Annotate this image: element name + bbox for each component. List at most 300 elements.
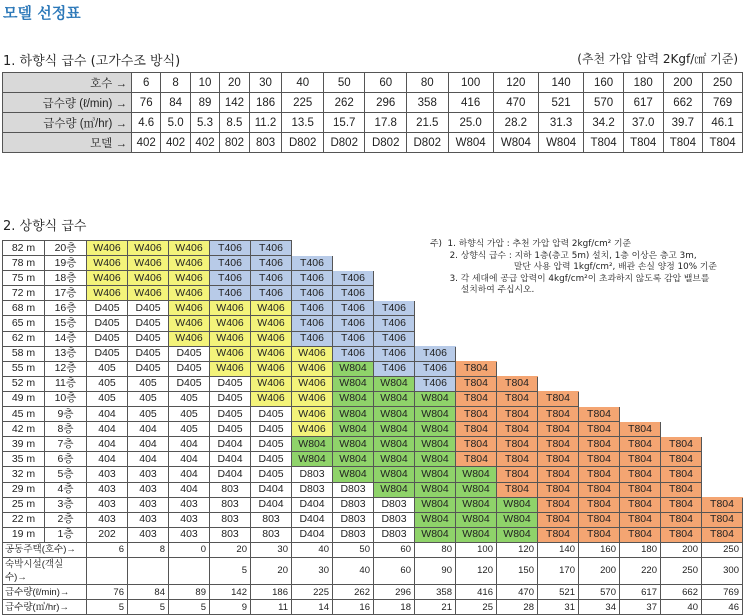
model-cell: T804 — [620, 482, 661, 497]
downfeed-cell: 80 — [407, 73, 449, 93]
model-cell: T804 — [661, 437, 702, 452]
upfeed-row — [3, 467, 743, 482]
model-cell: 404 — [87, 437, 128, 452]
model-cell: T804 — [579, 497, 620, 512]
note-line: 2. 상향식 급수 : 지하 1층(층고 5m) 설치, 1층 이상은 층고 3m, — [430, 250, 697, 261]
model-cell: T804 — [661, 452, 702, 467]
height-label: 32 m — [3, 467, 45, 482]
model-cell: D405 — [251, 452, 292, 467]
model-cell: T804 — [456, 376, 497, 391]
model-cell: W804 — [333, 452, 374, 467]
model-cell: T804 — [620, 497, 661, 512]
model-cell — [292, 241, 333, 256]
model-cell: W804 — [415, 467, 456, 482]
model-cell: T406 — [333, 316, 374, 331]
downfeed-cell: W804 — [448, 133, 493, 153]
section1-note: (추천 가압 압력 2Kgf/㎠ 기준) — [577, 52, 738, 66]
model-cell: W406 — [251, 391, 292, 406]
model-cell — [620, 376, 661, 391]
model-cell: T804 — [702, 512, 743, 527]
downfeed-cell: 13.5 — [282, 113, 324, 133]
downfeed-cell: 60 — [365, 73, 407, 93]
model-cell: 405 — [169, 422, 210, 437]
downfeed-cell: D802 — [323, 133, 365, 153]
downfeed-cell: 402 — [190, 133, 219, 153]
model-cell — [702, 482, 743, 497]
model-cell: D404 — [210, 437, 251, 452]
model-cell: T804 — [661, 512, 702, 527]
floor-label: 10층 — [45, 391, 87, 406]
floor-label: 4층 — [45, 482, 87, 497]
model-cell: T804 — [579, 467, 620, 482]
model-cell: D405 — [210, 422, 251, 437]
model-cell: 405 — [169, 407, 210, 422]
upfeed-row — [3, 301, 743, 316]
model-cell: T406 — [210, 271, 251, 286]
footer-cell: 5 — [210, 557, 251, 584]
model-cell: T804 — [538, 452, 579, 467]
downfeed-cell: 10 — [190, 73, 219, 93]
model-cell: W406 — [210, 331, 251, 346]
model-cell — [579, 376, 620, 391]
model-cell — [579, 301, 620, 316]
model-cell: T406 — [292, 331, 333, 346]
model-cell: 403 — [169, 497, 210, 512]
downfeed-cell: 802 — [220, 133, 249, 153]
model-cell: T804 — [702, 527, 743, 542]
downfeed-cell: 402 — [132, 133, 161, 153]
model-cell: W804 — [374, 422, 415, 437]
footer-cell: 296 — [374, 584, 415, 599]
model-cell — [497, 301, 538, 316]
floor-label: 1층 — [45, 527, 87, 542]
downfeed-cell: 200 — [663, 73, 703, 93]
model-cell: W406 — [169, 241, 210, 256]
footer-cell: 262 — [333, 584, 374, 599]
footer-cell: 180 — [620, 542, 661, 557]
model-cell: D803 — [374, 527, 415, 542]
height-label: 68 m — [3, 301, 45, 316]
model-cell: D405 — [128, 361, 169, 376]
footer-cell: 25 — [456, 600, 497, 615]
footer-cell: 186 — [251, 584, 292, 599]
footer-cell: 60 — [374, 557, 415, 584]
model-cell: T804 — [538, 527, 579, 542]
model-cell — [538, 361, 579, 376]
model-cell — [661, 331, 702, 346]
model-cell: W406 — [210, 301, 251, 316]
upfeed-row — [3, 391, 743, 406]
downfeed-cell: 37.0 — [623, 113, 663, 133]
model-cell: D803 — [333, 512, 374, 527]
model-cell — [702, 407, 743, 422]
model-cell: D405 — [169, 346, 210, 361]
downfeed-cell: 180 — [623, 73, 663, 93]
upfeed-row — [3, 331, 743, 346]
footer-cell: 89 — [169, 584, 210, 599]
floor-label: 9층 — [45, 407, 87, 422]
upfeed-row — [3, 407, 743, 422]
model-cell — [661, 301, 702, 316]
model-cell: D404 — [210, 452, 251, 467]
footer-cell: 80 — [415, 542, 456, 557]
model-cell: 403 — [128, 512, 169, 527]
model-cell: T804 — [579, 527, 620, 542]
model-cell — [702, 422, 743, 437]
downfeed-cell: T804 — [623, 133, 663, 153]
upfeed-row — [3, 346, 743, 361]
footer-cell: 662 — [661, 584, 702, 599]
model-cell: W804 — [456, 497, 497, 512]
height-label: 19 m — [3, 527, 45, 542]
section2-heading: 2. 상향식 급수 — [3, 219, 87, 234]
model-cell: 403 — [128, 527, 169, 542]
footer-cell: 120 — [497, 542, 538, 557]
model-cell — [538, 376, 579, 391]
height-label: 75 m — [3, 271, 45, 286]
model-cell — [579, 391, 620, 406]
model-cell: W804 — [292, 437, 333, 452]
model-cell: T804 — [538, 422, 579, 437]
footer-label: 급수량(ℓ/min)→ — [3, 584, 87, 599]
model-cell: W804 — [333, 467, 374, 482]
downfeed-cell: 20 — [220, 73, 249, 93]
downfeed-cell: 250 — [703, 73, 743, 93]
model-cell: T406 — [251, 271, 292, 286]
footer-label: 공동주택(호수)→ — [3, 542, 87, 557]
model-cell: 405 — [87, 391, 128, 406]
model-cell: W804 — [333, 376, 374, 391]
upfeed-row — [3, 497, 743, 512]
height-label: 45 m — [3, 407, 45, 422]
height-label: 72 m — [3, 286, 45, 301]
model-cell: T406 — [333, 331, 374, 346]
model-cell: T406 — [292, 316, 333, 331]
floor-label: 18층 — [45, 271, 87, 286]
model-cell: D404 — [292, 527, 333, 542]
downfeed-cell: 358 — [407, 93, 449, 113]
floor-label: 14층 — [45, 331, 87, 346]
model-cell: 404 — [128, 437, 169, 452]
model-cell: W804 — [415, 527, 456, 542]
downfeed-row — [3, 73, 743, 93]
model-cell: 404 — [169, 467, 210, 482]
model-cell: D405 — [251, 467, 292, 482]
footer-cell: 37 — [620, 600, 661, 615]
floor-label: 15층 — [45, 316, 87, 331]
model-cell: W804 — [415, 407, 456, 422]
model-cell: 803 — [251, 512, 292, 527]
height-label: 52 m — [3, 376, 45, 391]
floor-label: 11층 — [45, 376, 87, 391]
model-cell: 403 — [169, 512, 210, 527]
model-cell: T804 — [538, 407, 579, 422]
footer-cell: 142 — [210, 584, 251, 599]
model-cell: T406 — [292, 256, 333, 271]
footer-label: 급수량(㎥/hr)→ — [3, 600, 87, 615]
footer-cell: 18 — [374, 600, 415, 615]
floor-label: 5층 — [45, 467, 87, 482]
footer-cell — [87, 557, 128, 584]
model-cell — [661, 316, 702, 331]
footer-cell: 521 — [538, 584, 579, 599]
model-cell: T406 — [210, 286, 251, 301]
model-cell: T804 — [538, 467, 579, 482]
model-cell: D405 — [251, 422, 292, 437]
model-cell: T804 — [661, 482, 702, 497]
model-cell: W804 — [456, 512, 497, 527]
model-cell — [579, 361, 620, 376]
downfeed-cell: 84 — [161, 93, 190, 113]
model-cell — [579, 316, 620, 331]
row-label: 급수량 (ℓ/min) → — [3, 93, 132, 113]
model-cell: D405 — [128, 331, 169, 346]
model-cell: W804 — [374, 391, 415, 406]
footer-cell: 5 — [169, 600, 210, 615]
downfeed-cell: T804 — [584, 133, 624, 153]
model-cell: W804 — [374, 467, 415, 482]
model-cell: D405 — [128, 346, 169, 361]
model-cell: W804 — [456, 527, 497, 542]
model-cell: 404 — [128, 422, 169, 437]
downfeed-cell: 50 — [323, 73, 365, 93]
downfeed-cell: 570 — [584, 93, 624, 113]
model-cell: W804 — [415, 512, 456, 527]
downfeed-cell: 76 — [132, 93, 161, 113]
model-cell — [620, 346, 661, 361]
model-cell: W804 — [456, 467, 497, 482]
footer-cell: 200 — [661, 542, 702, 557]
model-cell — [620, 331, 661, 346]
footer-cell: 150 — [497, 557, 538, 584]
downfeed-cell: 40 — [282, 73, 324, 93]
downfeed-cell: 4.6 — [132, 113, 161, 133]
model-cell — [620, 361, 661, 376]
upfeed-row — [3, 482, 743, 497]
model-cell: W406 — [128, 271, 169, 286]
model-cell: 803 — [251, 527, 292, 542]
model-cell — [415, 316, 456, 331]
model-cell: T804 — [661, 527, 702, 542]
model-cell: T804 — [497, 376, 538, 391]
downfeed-cell: 89 — [190, 93, 219, 113]
model-cell: D405 — [87, 301, 128, 316]
model-cell: W804 — [333, 407, 374, 422]
height-label: 82 m — [3, 241, 45, 256]
model-cell: T804 — [456, 422, 497, 437]
model-cell — [415, 331, 456, 346]
model-cell: W804 — [374, 437, 415, 452]
model-cell: W406 — [128, 256, 169, 271]
model-cell: D405 — [128, 301, 169, 316]
model-cell: 405 — [169, 391, 210, 406]
footer-cell: 200 — [579, 557, 620, 584]
model-cell — [538, 331, 579, 346]
downfeed-cell: 8.5 — [220, 113, 249, 133]
model-cell: W406 — [128, 286, 169, 301]
model-cell: D803 — [333, 482, 374, 497]
model-cell: T804 — [497, 452, 538, 467]
model-cell: W406 — [210, 316, 251, 331]
model-cell: T406 — [333, 346, 374, 361]
model-cell: T804 — [661, 497, 702, 512]
downfeed-cell: T804 — [663, 133, 703, 153]
model-cell — [661, 361, 702, 376]
model-cell — [497, 346, 538, 361]
floor-label: 8층 — [45, 422, 87, 437]
note-line: 말단 사용 압력 1kgf/cm², 배관 손실 양정 10% 기준 — [430, 262, 717, 273]
model-cell: T804 — [620, 467, 661, 482]
model-cell: T804 — [620, 452, 661, 467]
model-cell: T804 — [538, 391, 579, 406]
model-cell: D404 — [292, 512, 333, 527]
model-cell — [702, 361, 743, 376]
footer-label: 숙박시설(객실수)→ — [3, 557, 87, 584]
model-cell: 403 — [87, 467, 128, 482]
downfeed-row — [3, 113, 743, 133]
model-cell: W406 — [292, 346, 333, 361]
model-cell: T406 — [374, 361, 415, 376]
model-cell: D803 — [333, 527, 374, 542]
footer-cell: 9 — [210, 600, 251, 615]
model-cell: T804 — [661, 467, 702, 482]
footer-cell: 31 — [538, 600, 579, 615]
footer-cell: 76 — [87, 584, 128, 599]
downfeed-cell: 30 — [249, 73, 282, 93]
footer-cell: 300 — [702, 557, 743, 584]
model-cell: D405 — [87, 316, 128, 331]
model-cell: D405 — [87, 331, 128, 346]
footer-cell: 16 — [333, 600, 374, 615]
model-cell: D404 — [210, 467, 251, 482]
height-label: 58 m — [3, 346, 45, 361]
model-cell: T804 — [620, 512, 661, 527]
height-label: 55 m — [3, 361, 45, 376]
downfeed-cell: 416 — [448, 93, 493, 113]
model-cell: W804 — [374, 482, 415, 497]
footer-cell: 5 — [87, 600, 128, 615]
footer-cell: 160 — [579, 542, 620, 557]
upfeed-footer-row — [3, 584, 743, 599]
model-cell: 403 — [169, 527, 210, 542]
floor-label: 13층 — [45, 346, 87, 361]
footer-cell: 250 — [702, 542, 743, 557]
model-cell: T804 — [497, 422, 538, 437]
downfeed-model-table — [2, 72, 743, 153]
section2-notes — [430, 239, 717, 297]
model-cell — [620, 407, 661, 422]
model-cell: T804 — [579, 452, 620, 467]
row-label: 급수량 (㎥/hr) → — [3, 113, 132, 133]
floor-label: 17층 — [45, 286, 87, 301]
model-cell: T406 — [415, 361, 456, 376]
model-cell: W804 — [333, 437, 374, 452]
model-cell: 405 — [87, 361, 128, 376]
model-cell: D803 — [374, 512, 415, 527]
model-cell: T406 — [374, 331, 415, 346]
model-cell: W406 — [128, 241, 169, 256]
floor-label: 16층 — [45, 301, 87, 316]
downfeed-cell: D802 — [407, 133, 449, 153]
model-cell — [497, 316, 538, 331]
model-cell: 405 — [128, 407, 169, 422]
model-cell: D405 — [169, 376, 210, 391]
footer-cell: 470 — [497, 584, 538, 599]
downfeed-cell: 28.2 — [493, 113, 538, 133]
model-cell — [702, 331, 743, 346]
model-cell: 403 — [128, 482, 169, 497]
downfeed-cell: 225 — [282, 93, 324, 113]
model-cell — [661, 407, 702, 422]
model-cell: D405 — [251, 407, 292, 422]
height-label: 49 m — [3, 391, 45, 406]
model-cell — [456, 301, 497, 316]
height-label: 39 m — [3, 437, 45, 452]
height-label: 25 m — [3, 497, 45, 512]
model-cell: 405 — [128, 391, 169, 406]
downfeed-cell: 8 — [161, 73, 190, 93]
section1-heading: 1. 하향식 급수 (고가수조 방식) — [3, 54, 181, 69]
downfeed-cell: 617 — [623, 93, 663, 113]
upfeed-row — [3, 437, 743, 452]
model-cell: T804 — [579, 422, 620, 437]
model-cell: T804 — [538, 497, 579, 512]
upfeed-footer-row — [3, 600, 743, 615]
model-cell: W406 — [169, 256, 210, 271]
model-cell: T804 — [579, 512, 620, 527]
model-cell: T804 — [456, 452, 497, 467]
model-cell: D405 — [210, 376, 251, 391]
footer-cell: 20 — [210, 542, 251, 557]
downfeed-cell: 5.0 — [161, 113, 190, 133]
downfeed-row — [3, 133, 743, 153]
footer-cell: 90 — [415, 557, 456, 584]
model-cell: W406 — [292, 391, 333, 406]
model-cell: 403 — [87, 497, 128, 512]
footer-cell: 21 — [415, 600, 456, 615]
model-cell: T406 — [374, 316, 415, 331]
footer-cell: 30 — [292, 557, 333, 584]
model-cell: W804 — [333, 391, 374, 406]
downfeed-cell: T804 — [703, 133, 743, 153]
model-cell: W804 — [415, 391, 456, 406]
model-cell: W406 — [251, 316, 292, 331]
footer-cell: 250 — [661, 557, 702, 584]
model-cell: D405 — [87, 346, 128, 361]
floor-label: 2층 — [45, 512, 87, 527]
model-cell: 404 — [169, 452, 210, 467]
model-cell — [661, 346, 702, 361]
downfeed-cell: 34.2 — [584, 113, 624, 133]
model-cell — [374, 286, 415, 301]
model-cell: 803 — [210, 527, 251, 542]
model-cell: 404 — [87, 407, 128, 422]
model-cell: D803 — [333, 497, 374, 512]
model-cell — [333, 256, 374, 271]
note-line: 주) 1. 하향식 가압 : 추천 가압 압력 2kgf/cm² 기준 — [430, 239, 631, 249]
floor-label: 3층 — [45, 497, 87, 512]
model-cell: W406 — [210, 346, 251, 361]
downfeed-cell: 769 — [703, 93, 743, 113]
model-cell: W804 — [374, 376, 415, 391]
model-cell — [579, 346, 620, 361]
model-cell: 404 — [87, 422, 128, 437]
footer-cell: 40 — [661, 600, 702, 615]
model-cell: T406 — [292, 301, 333, 316]
model-cell — [620, 301, 661, 316]
model-cell — [374, 256, 415, 271]
model-cell: 404 — [169, 437, 210, 452]
